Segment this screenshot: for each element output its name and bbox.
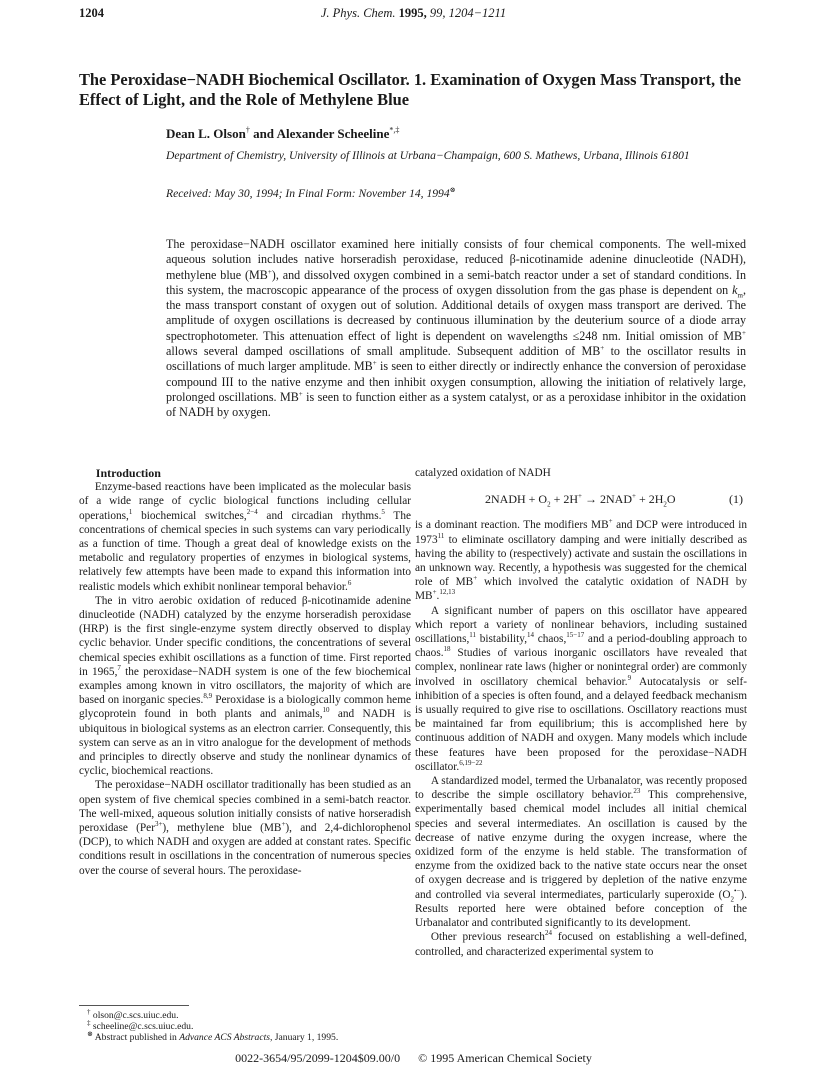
journal-pages: 1204−1211 [448,6,507,20]
footnote-mark: ‡ [87,1018,91,1027]
charge-sup: + [372,359,377,368]
citation: 10 [322,706,330,715]
citation: 9 [627,673,632,682]
section-heading-introduction: Introduction [95,466,161,480]
abstract-k-subscript: m [737,291,743,300]
equation-text: 2NADH + O [485,492,548,507]
body-text: and circadian rhythms. [257,509,382,522]
intro-paragraph-1 [79,480,411,594]
abstract-text: ), and dissolved oxygen combined in a semi-batch reactor under a set of standard conditions. In this system, the macroscopic appearance of the process of oxygen dissolution from the gas phase is dependent on [166,267,746,297]
abstract-k-symbol: k [732,282,738,297]
author-scheeline: Alexander Scheeline [276,126,390,141]
body-text: Studies of various inorganic oscillators have revealed that complex, nonlinear rate laws (higher or nonintegral order) are commonly involved in oscillatory chemical behavior. [415,647,747,688]
footnote-text: scheeline@c.scs.uiuc.edu. [90,1021,194,1032]
received-mark: ⊗ [449,186,456,195]
body-text: The in vitro aerobic oxidation of reduced β-nicotinamide adenine dinucleotide (NADH) catalyzed by the enzyme horseradish peroxidase (HRP) is the first single-enzyme system directly observed to display cyclic behavior. Under specific conditions, the concentrations of several chemical species exhibit oscillations as a function of time. First reported in 1965, [79,594,411,678]
body-text: . [436,590,440,603]
body-text: is a dominant reaction. The modifiers MB [415,519,609,532]
body-text: chaos, [534,633,567,646]
abstract-text: The peroxidase−NADH oscillator examined here initially consists of four chemical components. The well-mixed aqueous solution includes native horseradish peroxidase, reduced β-nicotinamide adenine dinucleotide (NADH), methylene blue (MB [166,237,746,282]
author-olson-mark: † [245,125,250,135]
equation-text: O [666,492,676,507]
footnote-abstract-published [79,1029,399,1043]
body-text: ), and 2,4-dichlorophenol (DCP), to which NADH and oxygen are added at constant rates. Specific conditions result in oscillations in the concentration of numerous species over the course of several hours. The peroxidase- [79,822,412,877]
body-text: ). Results reported here were obtained before conception of the Urbanalator and contributed significantly to its development. [415,888,747,930]
abstract-text: is seen to function either as a system catalyst, or as a peroxidase inhibitor in the oxidation of NADH by oxygen. [166,389,746,420]
citation: 6 [347,578,352,587]
citation: 1 [128,507,133,516]
intro-paragraph-2 [79,594,411,779]
footnote-olson [79,1007,399,1021]
body-text: This comprehensive, experimentally based chemical model includes all initial chemical species and several intermediates. An oscillation is caused by the decrease of native enzyme during the oxygen increase, where the oxidized form of the enzyme is held stable. The transformation of enzyme from the oxidized back to the native state occurs near the onset of oxygen decrease and is triggered by depletion of the native enzyme and controlled via several intermediates, particularly superoxide (O [415,789,747,901]
charge-sup: + [473,574,478,583]
body-text: biochemical switches, [132,509,247,522]
abstract [166,237,746,421]
received-text: Received: May 30, 1994; In Final Form: November 14, 1994 [166,187,450,200]
copyright: © 1995 American Chemical Society [418,1051,592,1065]
footnote-text: Abstract published in [92,1032,180,1043]
article-code: 0022-3654/95/2099-1204$09.00/0 [235,1051,401,1065]
right-paragraph-3 [415,774,747,930]
citation: 24 [544,929,552,938]
author-line [166,126,399,142]
footnote-text: Advance ACS Abstracts, [179,1032,273,1043]
charge-sup: + [742,328,746,337]
article-title: The Peroxidase−NADH Biochemical Oscillator. 1. Examination of Oxygen Mass Transport, the Effect of Light, and the Role of Methylene Blue [79,70,742,109]
body-text: The concentrations of chemical species in such systems can vary periodically as a function of time. Though a great deal of knowledge exists on the metabolic and regulatory properties of enzymes in biological systems, relatively few attempts have been made to expand this information into realistic models which exhibit nonlinear temporal behavior. [79,509,411,593]
author-scheeline-mark: *,‡ [389,125,400,135]
equation-number: (1) [729,492,743,507]
right-paragraph-0: catalyzed oxidation of NADH [415,467,551,479]
citation: 2−4 [246,507,258,516]
charge-sup: + [298,389,303,398]
right-column [415,466,747,959]
author-olson: Dean L. Olson [166,126,246,141]
citation: 23 [633,787,641,796]
abstract-text: , the mass transport constant of oxygen out of solution. Additional details of oxygen mass transport are derived. The amplitude of oxygen oscillations is decreased by continuous illumination by the deuterium source of a diode array spectrophotometer. This attenuation effect of light is dependent on wavelengths ≤248 nm. Initial omission of MB [166,282,746,343]
equation-body [415,492,676,509]
body-text: Peroxidase is a biologically common heme glycoprotein found in both plants and animals, [79,694,411,721]
body-text: and NADH is ubiquitous in biological systems as an electron carrier. Consequently, this system can serve as an in vitro analogue for the development of methods and principles to directly observe and study the nonlinear dynamics of cyclic, biochemical reactions. [79,708,412,778]
footnote-scheeline [79,1018,399,1032]
received-dates [166,187,766,200]
equation-text: → 2NAD [582,492,632,507]
charge-sup: + [267,267,272,276]
page-number: 1204 [79,6,104,20]
footnote-mark: † [87,1007,91,1016]
equation-text: + 2H [550,492,579,507]
body-text: Other previous research [430,931,545,944]
body-text: focused on establishing a well-defined, controlled, and characterized experimental system to [415,931,747,958]
charge-sup: •− [734,886,741,895]
right-paragraph-2 [415,604,747,774]
journal-reference [0,6,827,21]
body-text: The peroxidase−NADH oscillator traditionally has been studied as an open system of five chemical species combined in a semi-batch reactor. The well-mixed, aqueous solution initially consists of native horseradish peroxidase (Per [79,779,411,835]
equation-superscript: + [632,492,636,501]
charge-sup: + [432,588,437,597]
journal-year: 1995, [398,6,427,20]
charge-sup: 3+ [154,820,163,829]
charge-sup: + [608,517,613,526]
body-text: A significant number of papers on this oscillator have appeared which report a variety of nonlinear behaviors, including sustained oscillations, [415,604,747,646]
body-text: and a period-doubling approach to chaos. [415,633,748,660]
equation-text: + 2H [635,492,664,507]
footnote-rule [79,1005,189,1009]
body-text: which involved the catalytic oxidation of NADH by MB [415,576,748,603]
abstract-text: to the oscillator results in oscillations of much larger amplitude. MB [166,344,746,374]
body-text: Enzyme-based reactions have been implicated as the molecular basis of a wide range of cyclic biological functions including cellular operations, [79,481,411,522]
footnote-text: olson@c.scs.uiuc.edu. [90,1010,179,1021]
citation: 14 [527,631,535,640]
abstract-text: allows several damped oscillations of small amplitude. Subsequent addition of MB [166,344,601,359]
body-text: ), methylene blue (MB [162,822,282,835]
body-text: Autocatalysis or self-inhibition of a species is often found, and a delayed feedback mechanism is usually required to give rise to oscillations. Oscillatory reactions must be maintained far from equilibrium; this is accomplished here by continuous addition of NADH and oxygen. Many models which include these features have been proposed for the peroxidase−NADH oscillator. [415,675,748,773]
body-text: bistability, [476,633,528,646]
body-text: the peroxidase−NADH system is one of the few biochemical examples among known in vitro oscillators, the majority of which are based on inorganic species. [79,665,412,707]
citation: 15−17 [566,631,585,640]
journal-volume: 99, [429,6,446,20]
footnote-mark: ⊗ [87,1029,93,1038]
citation: 11 [437,531,445,540]
citation: 8,9 [203,692,213,701]
intro-paragraph-3 [79,778,411,877]
right-paragraph-1 [415,518,747,603]
equation-1 [415,492,747,509]
abstract-text: is seen to either directly or indirectly enhance the conversion of peroxidase compound III to the native enzyme and then inhibit oxygen consumption, allowing the initiation of relatively large, prolonged oscillations. MB [166,359,746,404]
body-text: and DCP were introduced in 1973 [415,519,747,546]
citation: 11 [469,631,477,640]
citation: 12,13 [439,588,456,597]
footnotes [79,1007,399,1043]
affiliation: Department of Chemistry, University of Illinois at Urbana−Champaign, 600 S. Mathews, Urbana, Illinois 61801 [166,149,690,162]
citation: 5 [381,507,385,516]
charge-sup: + [600,344,605,353]
right-paragraph-4 [415,930,747,958]
equation-superscript: + [578,492,582,501]
footnote-text: January 1, 1995. [272,1032,339,1043]
citation: 18 [443,645,451,654]
journal-name: J. Phys. Chem. [320,6,396,20]
equation-subscript: 2 [547,500,551,509]
citation: 7 [117,664,121,673]
page-footer [0,1051,827,1066]
chem-subscript: 2 [730,894,734,903]
equation-subscript: 2 [663,500,667,509]
citation: 6,19−22 [459,759,483,768]
body-text: A standardized model, termed the Urbanalator, was recently proposed to describe the simple oscillatory behavior. [415,775,747,802]
left-column [79,466,411,878]
author-and: and [253,126,275,141]
body-text: to eliminate oscillatory damping and were initially described as having the ability to (respectively) activate and sustain the oscillations in an unknown way. Recently, a hypothesis was suggested for the chemical role of MB [415,533,747,589]
charge-sup: + [281,820,286,829]
